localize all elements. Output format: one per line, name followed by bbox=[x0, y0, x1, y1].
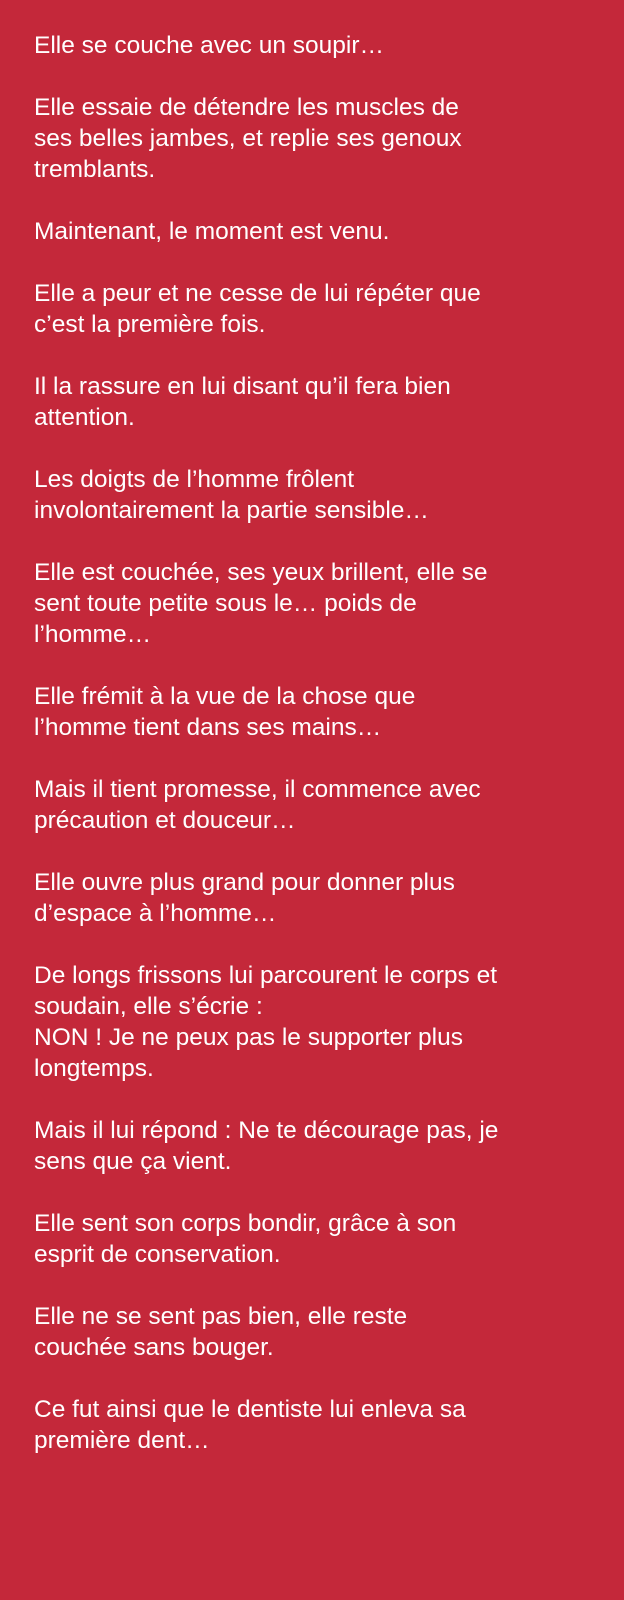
paragraph-15 bbox=[34, 1394, 594, 1456]
paragraph-8 bbox=[34, 681, 594, 743]
text-line: Elle essaie de détendre les muscles de bbox=[34, 94, 459, 121]
text-line: tremblants. bbox=[34, 156, 156, 183]
text-line: ses belles jambes, et replie ses genoux bbox=[34, 125, 462, 152]
paragraph-1 bbox=[34, 30, 594, 61]
paragraph-13 bbox=[34, 1208, 594, 1270]
paragraph-7 bbox=[34, 557, 594, 650]
text-line: Elle sent son corps bondir, grâce à son bbox=[34, 1210, 457, 1237]
text-line: Mais il tient promesse, il commence avec bbox=[34, 776, 481, 803]
text-line: l’homme tient dans ses mains… bbox=[34, 714, 382, 741]
text-line: première dent… bbox=[34, 1427, 210, 1454]
text-line: De longs frissons lui parcourent le corps et bbox=[34, 962, 497, 989]
text-line: d’espace à l’homme… bbox=[34, 900, 277, 927]
text-line: couchée sans bouger. bbox=[34, 1334, 274, 1361]
paragraph-10 bbox=[34, 867, 594, 929]
paragraph-6 bbox=[34, 464, 594, 526]
text-line: Mais il lui répond : Ne te décourage pas, je bbox=[34, 1117, 499, 1144]
text-line: involontairement la partie sensible… bbox=[34, 497, 429, 524]
text-line: Ce fut ainsi que le dentiste lui enleva sa bbox=[34, 1396, 466, 1423]
text-line: précaution et douceur… bbox=[34, 807, 296, 834]
text-line: Elle frémit à la vue de la chose que bbox=[34, 683, 416, 710]
paragraph-4 bbox=[34, 278, 594, 340]
paragraph-9 bbox=[34, 774, 594, 836]
paragraph-12 bbox=[34, 1115, 594, 1177]
text-line: soudain, elle s’écrie : bbox=[34, 993, 263, 1020]
text-line: sens que ça vient. bbox=[34, 1148, 232, 1175]
text-line: NON ! Je ne peux pas le supporter plus bbox=[34, 1024, 463, 1051]
text-line: Les doigts de l’homme frôlent bbox=[34, 466, 355, 493]
text-line: l’homme… bbox=[34, 621, 152, 648]
text-line: Il la rassure en lui disant qu’il fera bien bbox=[34, 373, 451, 400]
text-line: sent toute petite sous le… poids de bbox=[34, 590, 417, 617]
paragraph-11 bbox=[34, 960, 594, 1084]
text-line: Elle ne se sent pas bien, elle reste bbox=[34, 1303, 408, 1330]
text-line: Elle est couchée, ses yeux brillent, elle se bbox=[34, 559, 488, 586]
text-line: Elle se couche avec un soupir… bbox=[34, 32, 384, 59]
text-line: c’est la première fois. bbox=[34, 311, 266, 338]
text-line: attention. bbox=[34, 404, 135, 431]
paragraph-3 bbox=[34, 216, 594, 247]
text-line: esprit de conservation. bbox=[34, 1241, 281, 1268]
text-line: longtemps. bbox=[34, 1055, 154, 1082]
paragraph-5 bbox=[34, 371, 594, 433]
paragraph-14 bbox=[34, 1301, 594, 1363]
text-line: Elle ouvre plus grand pour donner plus bbox=[34, 869, 455, 896]
paragraph-2 bbox=[34, 92, 594, 185]
text-line: Maintenant, le moment est venu. bbox=[34, 218, 390, 245]
text-line: Elle a peur et ne cesse de lui répéter que bbox=[34, 280, 481, 307]
